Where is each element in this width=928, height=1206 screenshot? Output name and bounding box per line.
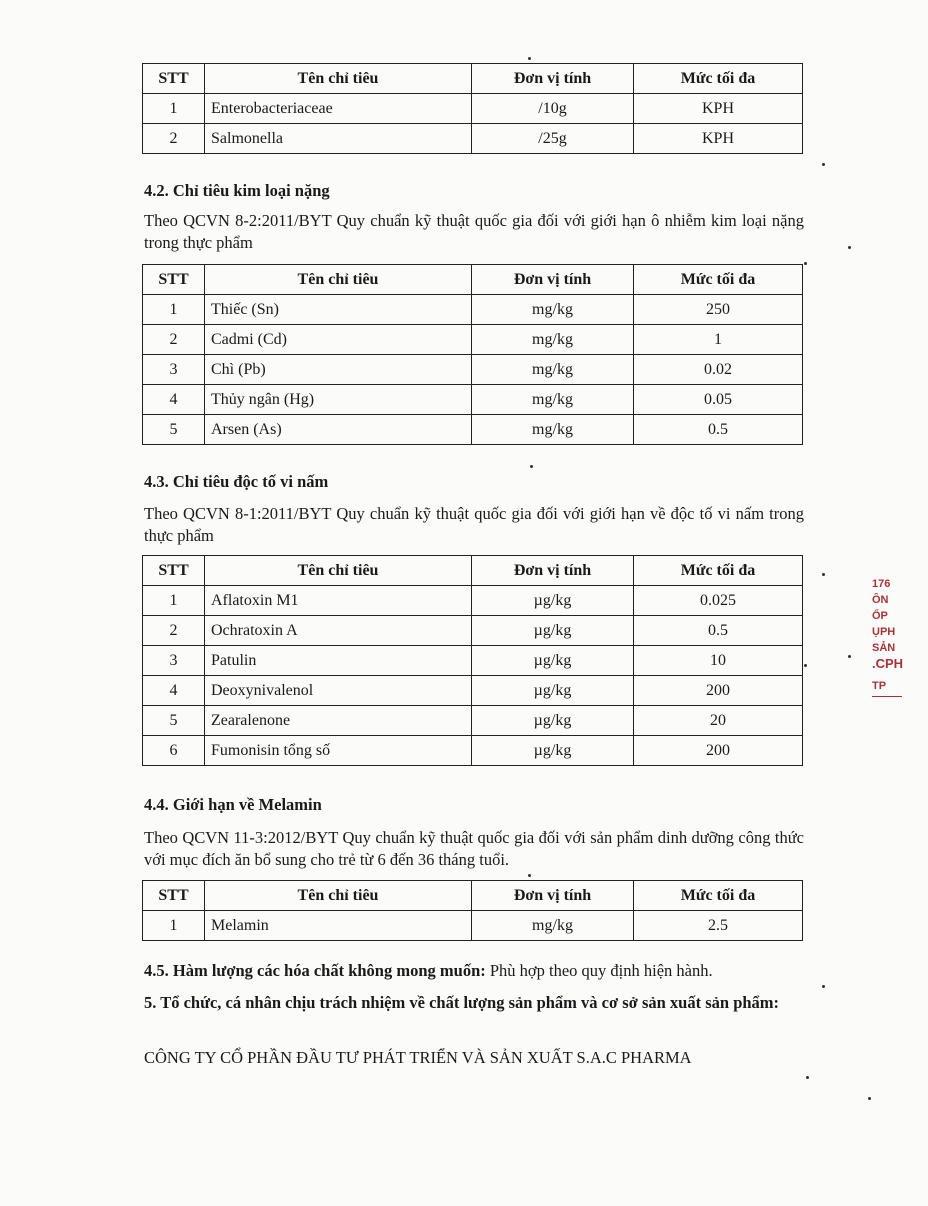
table-header-row [143, 881, 803, 911]
section-4-2-heading: 4.2. Chỉ tiêu kim loại nặng [144, 181, 330, 200]
scan-speck [848, 655, 851, 658]
cell-max: 0.5 [634, 415, 803, 445]
section-4-2-text: Theo QCVN 8-2:2011/BYT Quy chuẩn kỹ thuật quốc gia đối với giới hạn ô nhiễm kim loại nặng trong thực phẩm [144, 211, 804, 252]
scan-speck [822, 163, 825, 166]
stamp-text: ỔP [872, 610, 888, 622]
cell-max: 0.5 [634, 616, 803, 646]
cell-unit: mg/kg [472, 415, 634, 445]
cell-name: Chì (Pb) [205, 355, 472, 385]
cell-max: 0.025 [634, 586, 803, 616]
table-header-row [143, 265, 803, 295]
cell-unit: µg/kg [472, 586, 634, 616]
cell-max: 10 [634, 646, 803, 676]
header-max: Mức tối đa [634, 64, 803, 94]
cell-unit: µg/kg [472, 736, 634, 766]
cell-stt: 2 [143, 325, 205, 355]
cell-name: Fumonisin tổng số [205, 736, 472, 766]
cell-name: Deoxynivalenol [205, 676, 472, 706]
cell-unit: mg/kg [472, 355, 634, 385]
stamp-text: .CPH [872, 656, 904, 671]
stamp-text: SẢN [872, 642, 896, 654]
section-5-heading: 5. Tổ chức, cá nhân chịu trách nhiệm về chất lượng sản phẩm và cơ sở sản xuất sản phẩm: [144, 993, 780, 1012]
scan-speck [530, 465, 533, 468]
table-row [143, 355, 803, 385]
header-name: Tên chỉ tiêu [205, 556, 472, 586]
scan-speck [528, 57, 531, 60]
scan-speck [822, 573, 825, 576]
table-row [143, 385, 803, 415]
table-row [143, 295, 803, 325]
cell-unit: mg/kg [472, 295, 634, 325]
cell-max: 2.5 [634, 911, 803, 941]
section-4-5-heading: 4.5. Hàm lượng các hóa chất không mong muốn: [144, 961, 486, 980]
table-row [143, 736, 803, 766]
scan-speck [806, 1076, 809, 1079]
cell-max: KPH [634, 124, 803, 154]
table-header-row [143, 64, 803, 94]
cell-unit: /25g [472, 124, 634, 154]
header-unit: Đơn vị tính [472, 881, 634, 911]
cell-max: 0.05 [634, 385, 803, 415]
table-row [143, 676, 803, 706]
cell-stt: 1 [143, 911, 205, 941]
cell-stt: 1 [143, 586, 205, 616]
section-4-3-heading: 4.3. Chỉ tiêu độc tố vi nấm [144, 472, 329, 491]
cell-stt: 1 [143, 295, 205, 325]
cell-stt: 4 [143, 385, 205, 415]
section-4-4-heading: 4.4. Giới hạn về Melamin [144, 795, 322, 814]
cell-max: 1 [634, 325, 803, 355]
stamp-text: 176 [872, 578, 891, 590]
cell-stt: 2 [143, 616, 205, 646]
cell-name: Salmonella [205, 124, 472, 154]
table-row [143, 646, 803, 676]
scan-speck [868, 1097, 871, 1100]
cell-stt: 4 [143, 676, 205, 706]
cell-name: Thiếc (Sn) [205, 295, 472, 325]
scan-speck [528, 874, 531, 877]
company-stamp-fragment [872, 576, 912, 697]
cell-max: 250 [634, 295, 803, 325]
table-mycotoxins [142, 555, 803, 766]
table-row [143, 616, 803, 646]
header-max: Mức tối đa [634, 556, 803, 586]
header-name: Tên chỉ tiêu [205, 265, 472, 295]
cell-stt: 3 [143, 646, 205, 676]
cell-name: Thủy ngân (Hg) [205, 385, 472, 415]
header-stt: STT [143, 64, 205, 94]
stamp-text: ÔN [872, 594, 889, 606]
table-melamin [142, 880, 803, 941]
scan-speck [848, 246, 851, 249]
scan-speck [804, 262, 807, 265]
section-4-5 [144, 961, 804, 981]
cell-name: Cadmi (Cd) [205, 325, 472, 355]
cell-unit: mg/kg [472, 385, 634, 415]
cell-stt: 6 [143, 736, 205, 766]
cell-name: Ochratoxin A [205, 616, 472, 646]
company-name: CÔNG TY CỔ PHẦN ĐẦU TƯ PHÁT TRIỂN VÀ SẢN XUẤT S.A.C PHARMA [144, 1048, 692, 1067]
cell-unit: µg/kg [472, 646, 634, 676]
header-name: Tên chỉ tiêu [205, 881, 472, 911]
cell-name: Arsen (As) [205, 415, 472, 445]
table-row [143, 706, 803, 736]
section-4-5-text: Phù hợp theo quy định hiện hành. [485, 961, 713, 980]
table-row [143, 124, 803, 154]
cell-stt: 3 [143, 355, 205, 385]
header-stt: STT [143, 881, 205, 911]
header-unit: Đơn vị tính [472, 265, 634, 295]
table-row [143, 911, 803, 941]
cell-unit: µg/kg [472, 706, 634, 736]
table-row [143, 94, 803, 124]
header-name: Tên chỉ tiêu [205, 64, 472, 94]
cell-unit: mg/kg [472, 325, 634, 355]
cell-unit: µg/kg [472, 676, 634, 706]
cell-max: 20 [634, 706, 803, 736]
stamp-line [872, 696, 902, 697]
section-4-4-text: Theo QCVN 11-3:2012/BYT Quy chuẩn kỹ thuật quốc gia đối với sản phẩm dinh dưỡng công thức với mục đích ăn bổ sung cho trẻ từ 6 đến 36 tháng tuổi. [144, 828, 804, 869]
cell-max: 200 [634, 676, 803, 706]
cell-stt: 2 [143, 124, 205, 154]
cell-name: Patulin [205, 646, 472, 676]
cell-unit: /10g [472, 94, 634, 124]
table-row [143, 325, 803, 355]
cell-max: 0.02 [634, 355, 803, 385]
cell-name: Enterobacteriaceae [205, 94, 472, 124]
header-unit: Đơn vị tính [472, 556, 634, 586]
header-stt: STT [143, 265, 205, 295]
scan-speck [822, 985, 825, 988]
stamp-text: TP [872, 680, 887, 692]
header-unit: Đơn vị tính [472, 64, 634, 94]
table-header-row [143, 556, 803, 586]
cell-name: Aflatoxin M1 [205, 586, 472, 616]
cell-stt: 5 [143, 415, 205, 445]
cell-name: Melamin [205, 911, 472, 941]
table-microbiology [142, 63, 803, 154]
table-row [143, 586, 803, 616]
cell-max: 200 [634, 736, 803, 766]
scan-speck [804, 664, 807, 667]
cell-max: KPH [634, 94, 803, 124]
cell-stt: 5 [143, 706, 205, 736]
section-4-3-text: Theo QCVN 8-1:2011/BYT Quy chuẩn kỹ thuật quốc gia đối với giới hạn về độc tố vi nấm trong thực phẩm [144, 504, 804, 545]
table-heavy-metals [142, 264, 803, 445]
header-max: Mức tối đa [634, 265, 803, 295]
cell-unit: µg/kg [472, 616, 634, 646]
stamp-text: ỤPH [872, 626, 896, 638]
cell-name: Zearalenone [205, 706, 472, 736]
table-row [143, 415, 803, 445]
header-max: Mức tối đa [634, 881, 803, 911]
cell-stt: 1 [143, 94, 205, 124]
header-stt: STT [143, 556, 205, 586]
cell-unit: mg/kg [472, 911, 634, 941]
